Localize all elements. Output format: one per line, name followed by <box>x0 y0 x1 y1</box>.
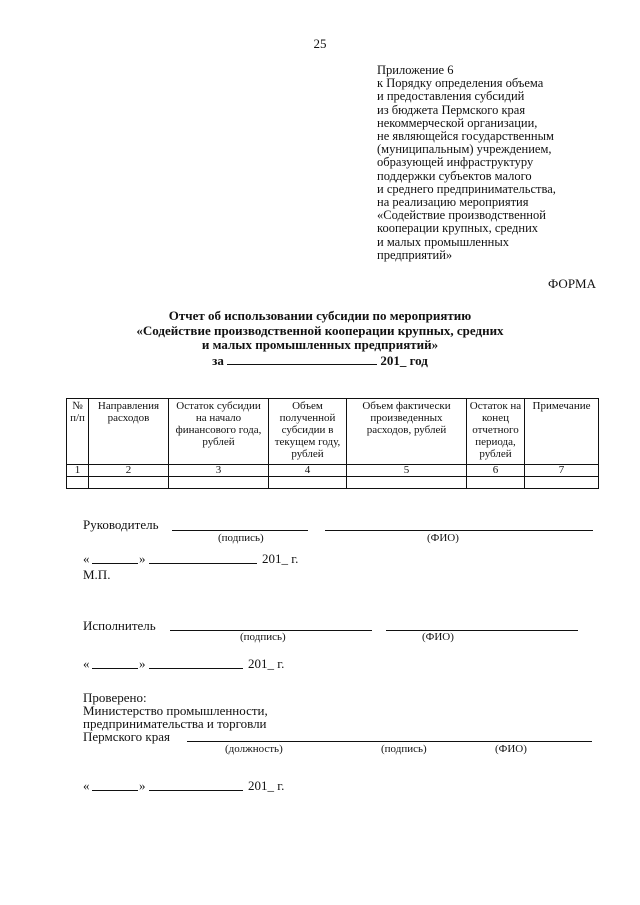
column-header: Остаток на конец отчетного периода, рублей <box>467 399 525 465</box>
title-line-2: «Содействие производственной кооперации крупных, средних <box>136 322 504 338</box>
appendix-line: не являющейся государственным <box>377 129 554 144</box>
checked-month-line[interactable] <box>149 790 243 791</box>
head-label: Руководитель <box>83 517 159 532</box>
appendix-line: Приложение 6 <box>377 63 454 77</box>
column-header: Направления расходов <box>89 399 169 465</box>
appendix-line: кооперации крупных, средних <box>377 221 539 236</box>
table-row <box>67 477 599 489</box>
column-header: Объем фактически произведенных расходов, рублей <box>347 399 467 465</box>
column-number: 2 <box>89 465 169 477</box>
appendix-line: предприятий» <box>377 247 453 262</box>
form-label: ФОРМА <box>548 276 596 291</box>
date-close-quote: » <box>139 656 146 671</box>
executor-fio-line[interactable] <box>386 630 578 631</box>
table-cell[interactable] <box>347 477 467 489</box>
column-header: Объем полученной субсидии в текущем году, рублей <box>269 399 347 465</box>
head-fio-line[interactable] <box>325 530 593 531</box>
table-cell[interactable] <box>467 477 525 489</box>
table-cell[interactable] <box>89 477 169 489</box>
date-open-quote: « <box>83 551 90 566</box>
date-close-quote: » <box>139 551 146 566</box>
checked-signature-line[interactable] <box>187 741 592 742</box>
stamp-label: М.П. <box>83 567 111 582</box>
position-caption: (должность) <box>225 743 283 755</box>
signature-caption: (подпись) <box>240 631 286 643</box>
appendix-line: и среднего предпринимательства, <box>377 181 556 196</box>
executor-label: Исполнитель <box>83 618 156 633</box>
head-month-line[interactable] <box>149 563 257 564</box>
table-cell[interactable] <box>269 477 347 489</box>
ministry-line-2: предпринимательства и торговли <box>83 716 267 731</box>
appendix-line: поддержки субъектов малого <box>377 168 532 183</box>
title-line-1: Отчет об использовании субсидии по мероприятию <box>168 308 472 323</box>
column-header: № п/п <box>67 399 89 465</box>
column-header: Остаток субсидии на начало финансового года, рублей <box>169 399 269 465</box>
table-cell[interactable] <box>525 477 599 489</box>
appendix-line: «Содействие производственной <box>377 208 546 223</box>
appendix-line: на реализацию мероприятия <box>377 195 529 210</box>
table-cell[interactable] <box>169 477 269 489</box>
column-header: Примечание <box>525 399 599 465</box>
fio-caption: (ФИО) <box>495 743 527 755</box>
appendix-line: из бюджета Пермского края <box>377 102 526 117</box>
appendix-line: (муниципальным) учреждением, <box>377 142 552 157</box>
period-suffix: 201_ год <box>380 352 428 368</box>
date-open-quote: « <box>83 656 90 671</box>
report-title <box>0 309 640 368</box>
table-number-row <box>67 465 599 477</box>
appendix-line: к Порядку определения объема <box>377 76 544 91</box>
table-header-row <box>67 399 599 465</box>
report-period <box>0 353 640 369</box>
date-open-quote: « <box>83 778 90 793</box>
column-number: 6 <box>467 465 525 477</box>
title-line-3: и малых промышленных предприятий» <box>201 337 439 352</box>
checked-label: Проверено: <box>83 690 147 705</box>
column-number: 5 <box>347 465 467 477</box>
head-day-line[interactable] <box>92 563 138 564</box>
head-signature-line[interactable] <box>172 530 308 531</box>
appendix-line: образующей инфраструктуру <box>377 155 534 170</box>
page-number: 25 <box>313 36 327 51</box>
column-number: 3 <box>169 465 269 477</box>
year-suffix: 201_ г. <box>248 778 285 793</box>
appendix-line: и малых промышленных <box>377 234 510 249</box>
appendix-line: некоммерческой организации, <box>377 115 538 130</box>
appendix-line: и предоставления субсидий <box>377 89 525 104</box>
region-label: Пермского края <box>83 729 170 744</box>
executor-month-line[interactable] <box>149 668 243 669</box>
column-number: 7 <box>525 465 599 477</box>
year-suffix: 201_ г. <box>262 551 299 566</box>
table-cell[interactable] <box>67 477 89 489</box>
year-suffix: 201_ г. <box>248 656 285 671</box>
report-table <box>66 398 599 489</box>
ministry-line-1: Министерство промышленности, <box>83 703 268 718</box>
fio-caption: (ФИО) <box>427 532 459 544</box>
executor-day-line[interactable] <box>92 668 138 669</box>
period-prefix: за <box>212 352 224 368</box>
signature-caption: (подпись) <box>218 532 264 544</box>
column-number: 1 <box>67 465 89 477</box>
appendix-block <box>377 64 627 262</box>
signature-caption: (подпись) <box>381 743 427 755</box>
period-blank[interactable] <box>227 353 377 365</box>
column-number: 4 <box>269 465 347 477</box>
checked-day-line[interactable] <box>92 790 138 791</box>
fio-caption: (ФИО) <box>422 631 454 643</box>
date-close-quote: » <box>139 778 146 793</box>
